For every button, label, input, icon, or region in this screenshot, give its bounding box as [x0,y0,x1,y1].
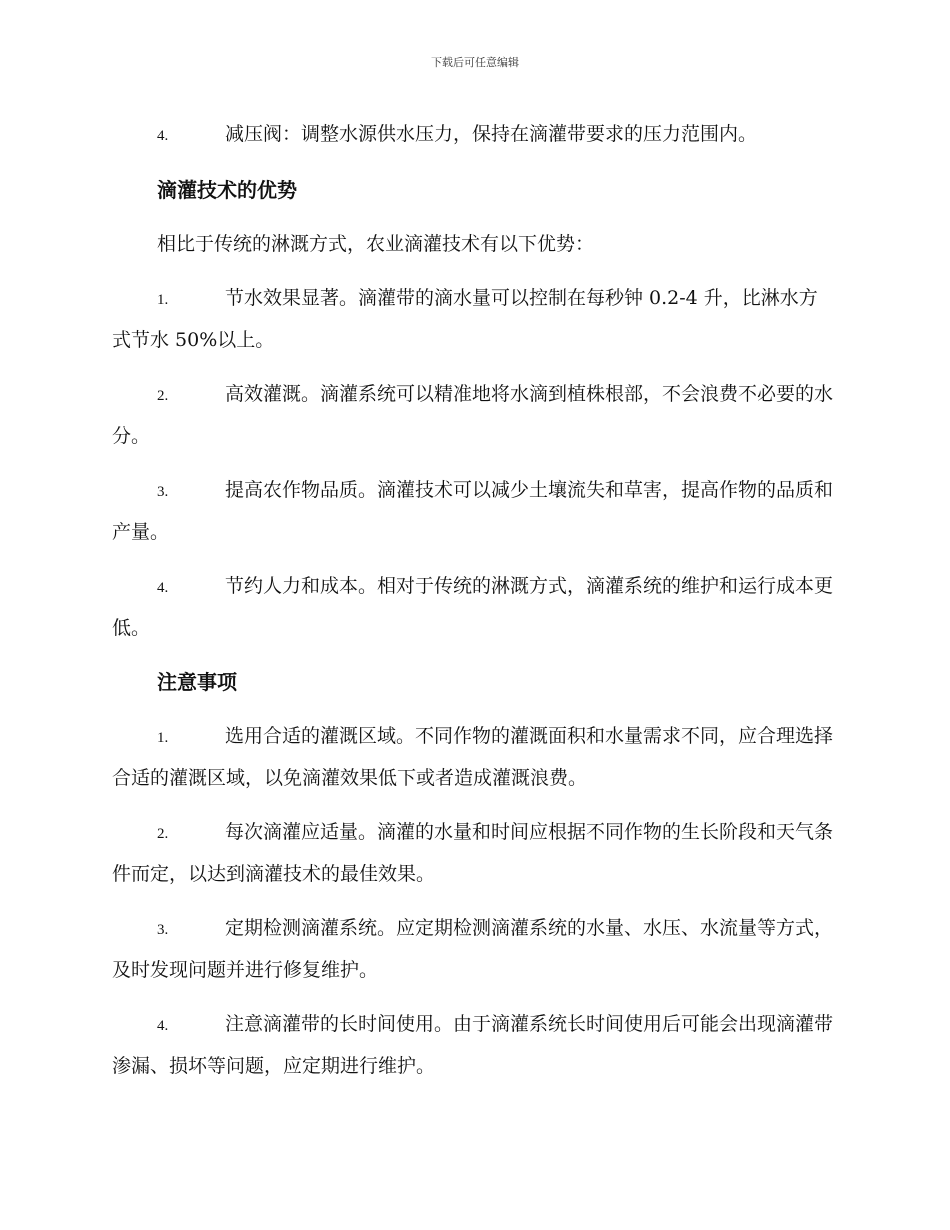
list-text: 高效灌溉。滴灌系统可以精准地将水滴到植株根部，不会浪费不必要的水分。 [112,383,834,447]
list-text: 每次滴灌应适量。滴灌的水量和时间应根据不同作物的生长阶段和天气条件而定，以达到滴灌技术的最佳效果。 [112,821,834,885]
section-heading-notes: 注意事项 [157,670,237,694]
list-text: 选用合适的灌溉区域。不同作物的灌溉面积和水量需求不同，应合理选择合适的灌溉区域，以免滴灌效果低下或者造成灌溉浪费。 [112,725,834,789]
list-item [112,716,836,798]
list-number: 4. [157,580,169,596]
list-item [112,566,836,648]
list-item [112,470,836,552]
list-text: 减压阀：调整水源供水压力，保持在滴灌带要求的压力范围内。 [225,123,758,145]
list-number: 2. [157,826,169,842]
list-item [112,114,836,156]
document-body [112,114,836,1100]
section-heading-advantages: 滴灌技术的优势 [157,178,297,202]
section-intro: 相比于传统的淋溉方式，农业滴灌技术有以下优势： [157,233,595,255]
list-text: 注意滴灌带的长时间使用。由于滴灌系统长时间使用后可能会出现滴灌带渗漏、损坏等问题，应定期进行维护。 [112,1013,834,1077]
list-text: 节约人力和成本。相对于传统的淋溉方式，滴灌系统的维护和运行成本更低。 [112,575,834,639]
list-number: 4. [157,1018,169,1034]
list-item [112,374,836,456]
list-number: 1. [157,730,169,746]
list-text: 提高农作物品质。滴灌技术可以减少土壤流失和草害，提高作物的品质和产量。 [112,479,834,543]
list-item [112,1004,836,1086]
list-number: 4. [157,128,169,144]
list-number: 1. [157,292,169,308]
page-header: 下载后可任意编辑 [431,56,519,69]
list-text: 定期检测滴灌系统。应定期检测滴灌系统的水量、水压、水流量等方式，及时发现问题并进行修复维护。 [112,917,834,981]
list-number: 2. [157,388,169,404]
list-item [112,812,836,894]
list-text: 节水效果显著。滴灌带的滴水量可以控制在每秒钟 0.2-4 升，比淋水方式节水 50%以上。 [112,287,818,351]
list-item [112,278,836,360]
list-number: 3. [157,484,169,500]
list-number: 3. [157,922,169,938]
list-item [112,908,836,990]
